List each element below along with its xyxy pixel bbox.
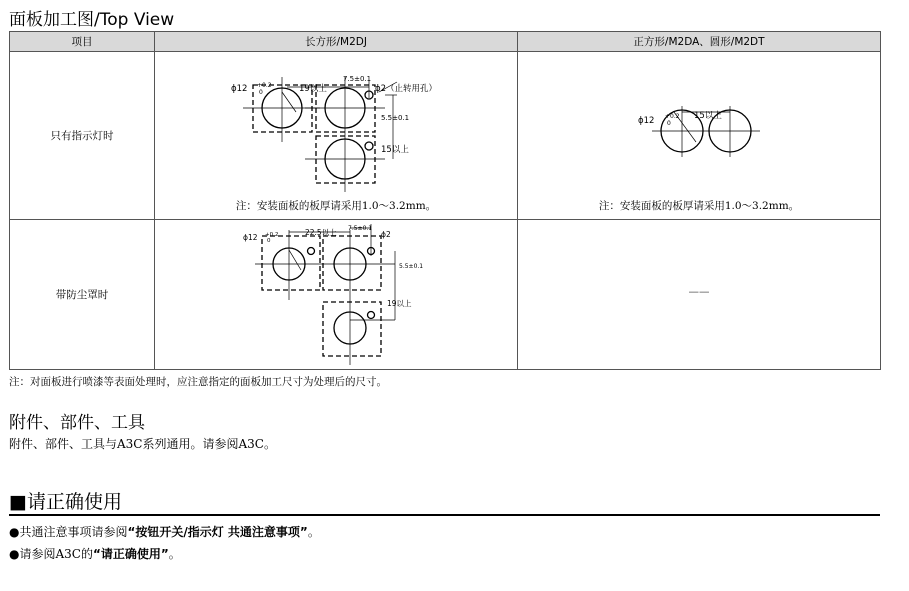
page-title: 面板加工图/Top View — [9, 10, 175, 30]
table-row — [10, 220, 881, 370]
label-5-5-dust: 5.5±0.1 — [399, 263, 424, 270]
table-note: 注：对面板进行喷漆等表面处理时，应注意指定的面板加工尺寸为处理后的尺寸。 — [9, 376, 387, 388]
usage-heading: ■请正确使用 — [9, 491, 122, 513]
row-label-dust-cover: 带防尘罩时 — [10, 220, 155, 370]
square-cutout-diagram — [518, 52, 881, 202]
header-rectangular: 长方形/M2DJ — [155, 32, 518, 52]
label-phi12-dust: ϕ12 — [243, 233, 258, 242]
rect-dust-cover-diagram — [155, 220, 518, 370]
header-square-round: 正方形/M2DA、圆形/M2DT — [518, 32, 881, 52]
usage-bullet-1 — [9, 523, 320, 540]
label-phi12: ϕ12 — [231, 84, 248, 94]
table-header-row — [10, 32, 881, 52]
note-rect-thickness: 注：安装面板的板厚请采用1.0～3.2mm。 — [235, 200, 437, 212]
bullet2-prefix: ●请参阅A3C的 — [9, 547, 93, 561]
cell-square-dust-cover — [518, 220, 881, 370]
panel-cutout-table — [9, 31, 881, 370]
label-phi12-square: ϕ12 — [638, 116, 655, 126]
cell-rect-dust-cover — [155, 220, 518, 370]
label-phi2-dust: ϕ2 — [381, 230, 391, 239]
bullet1-link-text: “按钮开关/指示灯 共通注意事项” — [127, 525, 308, 539]
empty-cell-dash: —— — [688, 286, 710, 298]
accessories-heading: 附件、部件、工具 — [9, 413, 145, 433]
row-label-indicator-only: 只有指示灯时 — [10, 52, 155, 220]
label-tol-zero: 0 — [259, 89, 263, 96]
label-tol-plus: +0.2 — [257, 82, 272, 89]
cell-rect-indicator — [155, 52, 518, 220]
header-item: 项目 — [10, 32, 155, 52]
label-phi2-hole: ϕ2（止转用孔） — [375, 84, 438, 94]
rect-cutout-diagram — [155, 52, 518, 202]
label-7-5-dust: 7.5±0.1 — [348, 225, 373, 232]
bullet2-suffix: 。 — [168, 547, 181, 561]
label-22-5: 22.5以上 — [305, 228, 337, 237]
accessories-text: 附件、部件、工具与A3C系列通用。请参阅A3C。 — [9, 437, 276, 451]
cell-square-indicator — [518, 52, 881, 220]
label-tol-zero-square: 0 — [667, 120, 671, 127]
table-row — [10, 52, 881, 220]
label-19-vertical: 19以上 — [387, 299, 412, 308]
bullet1-suffix: 。 — [307, 525, 320, 539]
label-15: 15以上 — [381, 145, 409, 155]
label-tol-plus-dust: +0.2 — [265, 232, 279, 238]
section-divider — [9, 514, 880, 516]
label-7-5: 7.5±0.1 — [343, 75, 372, 83]
bullet1-prefix: ●共通注意事项请参阅 — [9, 525, 128, 539]
note-square-thickness: 注：安装面板的板厚请采用1.0～3.2mm。 — [598, 200, 800, 212]
label-tol-zero-dust: 0 — [267, 238, 271, 244]
usage-bullet-2 — [9, 545, 181, 562]
label-19: 19以上 — [299, 84, 327, 94]
bullet2-link-text: “请正确使用” — [92, 547, 169, 561]
label-tol-plus-square: +0.2 — [665, 113, 680, 120]
label-5-5: 5.5±0.1 — [381, 114, 410, 122]
label-15-square: 15以上 — [694, 111, 722, 121]
